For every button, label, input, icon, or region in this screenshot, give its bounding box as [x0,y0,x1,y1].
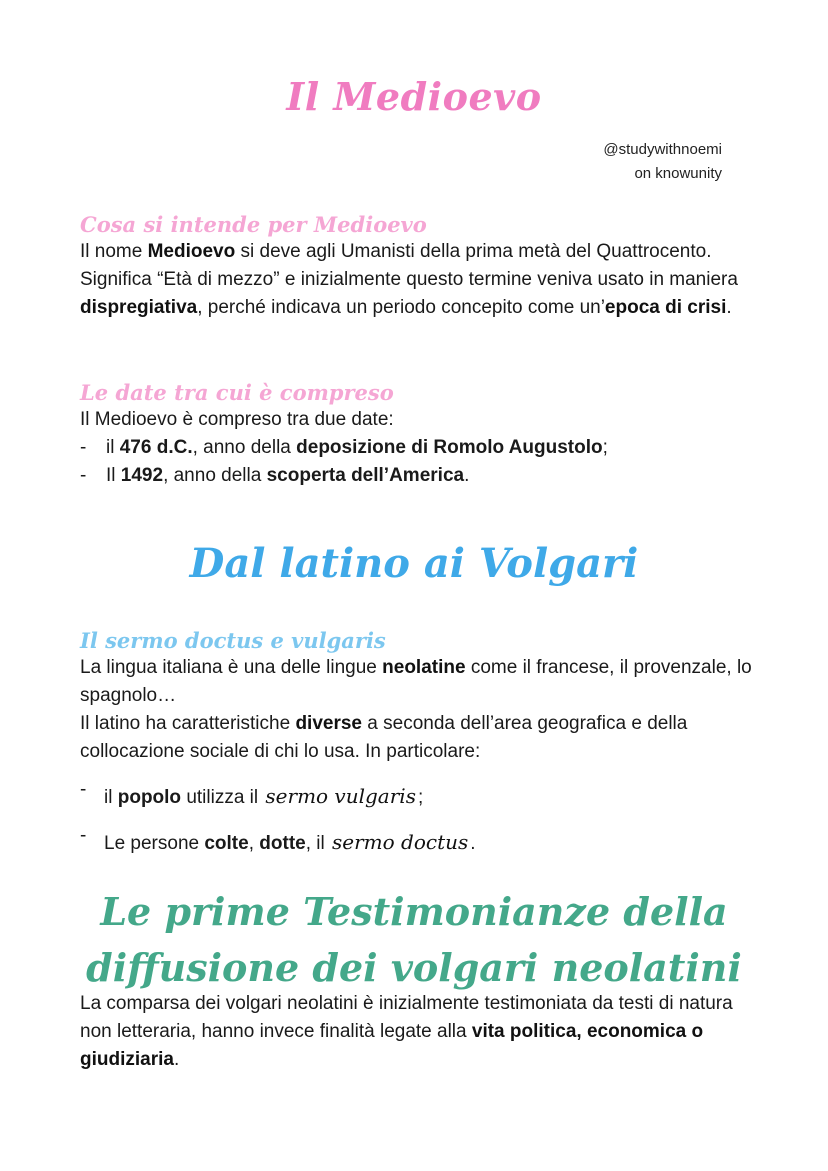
list-item: - Il 1492, anno della scoperta dell’America. [80,465,470,486]
list-item: - il popolo utilizza il sermo vulgaris ; [80,779,424,808]
section-paragraph: La lingua italiana è una delle lingue neolatine come il francese, il provenzale, lo spagnolo… [80,657,752,706]
page-title: Il Medioevo [286,74,542,119]
handwritten-term: sermo doctus [332,830,469,854]
credit-platform: on knowunity [634,165,722,182]
chapter-title: Dal latino ai Volgari [189,540,639,587]
section-heading: Il sermo doctus e vulgaris [80,628,386,653]
section-heading: Cosa si intende per Medioevo [80,212,427,237]
credit-handle: @studywithnoemi [603,141,722,158]
list-item: - Le persone colte, dotte, il sermo doctus . [80,825,476,854]
section-paragraph: La comparsa dei volgari neolatini è inizialmente testimoniata da testi di natura non letteraria, hanno invece finalità legate alla vita politica, economica o giudiziaria. [80,993,733,1070]
section-dates [80,380,760,490]
section-testimonianze [80,990,760,1074]
author-credit [603,138,722,186]
section-sermo [80,628,760,858]
dates-list [80,434,760,490]
section-medioevo-definition [80,212,760,322]
section-paragraph: Il nome Medioevo si deve agli Umanisti della prima metà del Quattrocento. Significa “Età di mezzo” e inizialmente questo termine veniva usato in maniera dispregiativa, perché indicava un periodo concepito come un’epoca di crisi. [80,241,738,318]
section-intro: Il Medioevo è compreso tra due date: [80,409,394,430]
section-paragraph: Il latino ha caratteristiche diverse a seconda dell’area geografica e della collocazione sociale di chi lo usa. In particolare: [80,713,688,762]
list-item: - il 476 d.C., anno della deposizione di Romolo Augustolo; [80,437,608,458]
chapter-title: Le prime Testimonianze della diffusione dei volgari neolatini [86,889,742,990]
section-heading: Le date tra cui è compreso [80,380,394,405]
handwritten-term: sermo vulgaris [265,784,416,808]
